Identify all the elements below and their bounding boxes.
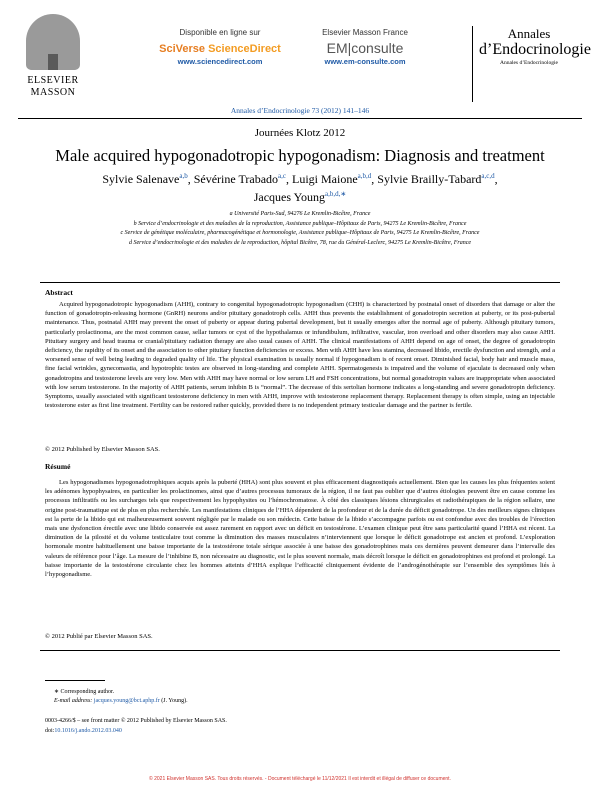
- author: , Sévérine Trabado: [187, 172, 279, 186]
- authors-line-2: [0, 190, 600, 205]
- email-suffix: (J. Young).: [159, 698, 188, 704]
- journal-logo: [472, 26, 591, 102]
- header-divider: [18, 118, 582, 119]
- journal-logo-line1: Annales: [507, 26, 551, 41]
- resume-heading: Résumé: [45, 462, 71, 471]
- emconsulte-block: [300, 28, 430, 66]
- email-link[interactable]: jacques.young@bct.aphp.fr: [93, 698, 160, 704]
- sd-url-link[interactable]: www.sciencedirect.com: [177, 57, 263, 66]
- journal-logo-line2: d’Endocrinologie: [479, 41, 591, 58]
- author: Sylvie Salenave: [102, 172, 180, 186]
- abstract-divider: [40, 282, 560, 283]
- email-note: [54, 698, 188, 704]
- footnote-rule: [45, 680, 105, 681]
- journal-logo-line3: Annales d’Endocrinologie: [500, 60, 558, 66]
- affiliation-a: a Université Paris-Sud, 94276 Le Kremlin-Bicêtre, France: [229, 211, 371, 217]
- author: Jacques Young: [253, 190, 326, 204]
- affiliation-d: d Service d’endocrinologie et des maladies de la reproduction, hôpital Bicêtre, 78, rue du Général-Leclerc, 94275 Le Kremlin-Bicêtre, France: [128, 239, 472, 246]
- resume-text: Les hypogonadismes hypogonadotrophiques acquis après la puberté (HHA) sont plus souvent et plus efficacement diagnostiqués actuellement. Bien que les causes les plus fréquentes soient les adénomes hypophysaires, en particulier les prolactinomes, ainsi que d’autres processus tumoraux de la région, il ne faut pas oublier que d’autres étiologies peuvent être en cause comme les processus infiltratifs ou les surcharges tels que respectivement les hypophysites ou l’hémochromatose. À côté des classiques lésions chirurgicales et radiothérapiques de la région sellaire, une origine post-traumatique est de plus en plus recherchée. Les manifestations cliniques de l’HHA dépendent de la profondeur et de la durée du déficit gonadotrope. Un des meilleurs signes cliniques est la perte de la libido qui est malheureusement souvent négligée par le malade ou son médecin. Cette baisse de la libido s’accompagne parfois ou est confondue avec des troubles de l’érection mais une dysfonction érectile avec une libido conservée est assez rarement en rapport avec un déficit en testostérone. L’examen clinique peut être sans particularité quand l’HHA est récent. La diminution de la pilosité et du volume testiculaire tout comme la diminution des masses musculaires n’interviennent que lorsque le déficit gonadotrope est ancien et profond. L’exploration hormonale montre habituellement une baisse importante de la testostérone totale sérique associée à une baisse des gonadotrophines mais ces dernières peuvent demeurer dans l’intervalle des valeurs de référence pour l’âge. La mesure de l’inhibine B, non nécessaire au diagnostic, est le plus souvent normale, mais décroît lorsque le déficit en gonadotrophines est profond et prolongé. La baisse importante de la testostérone circulante chez les hommes atteints d’HHA explique l’efficacité cliniquement évidente de l’androgénothérapie sur l’ensemble des symptômes liés à l’hypogonadisme.: [45, 479, 555, 579]
- sd-available-label: Disponible en ligne sur: [179, 28, 261, 37]
- abstract-text: Acquired hypogonadotropic hypogonadism (AHH), contrary to congenital hypogonadotropic hypogonadism (CHH) is characterized by postnatal onset of disorders that damage or alter the function of gonadotropin-releasing hormone (GnRH) neurons and/or pituitary gonadotroph cells. AHH thus prevents the establishment of gonadotropin secretion at puberty, or its post-pubertal maintenance. Thus, postnatal AHH may prevent the onset of puberty or appear during pubertal development, but it usually emerges after the normal age of puberty. Although pituitary tumors, particularly prolactinoma, are the most common cause, sellar tumors or cyst of the hypothalamus or infundibulum, infiltrative, vascular, iron overload and other disorders may also cause AHH. Pituitary surgery and head trauma or cranial/pituitary radiation therapy are also usual causes of AHH. The clinical manifestations of AHH depend on age of onset, the degree of gonadotropin deficiency, the rapidity of its onset and the association to other pituitary function deficiencies or excess. Men with AHH have less stamina, decreased libido, erectile dysfunction and strength, and a worsened sense of well being leading to degraded quality of life. The physical examination is usually normal if hypogonadism is of recent onset. Diminished facial, body hair and muscle mass, fine facial wrinkles, gynecomastia, and hypotrophic testes are observed in long-standing and complete AHH. Spermatogenesis is impaired and the volume of ejaculate is decreased only when gonadotropins and testosterone levels are very low. Men with AHH may have normal or low serum LH and FSH concentrations, but normal gonadotropin values are inappropriate when associated with low serum testosterone. In the majority of AHH patients, serum inhibin B is “normal”. The decrease of this sertolian hormone indicates a long-standing and severe gonadotropin deficiency. Symptoms, usually associated with significant testosterone deficiency in men with AHH, improve with testosterone replacement therapy. Replacement therapy is often simple, using an injectable testosterone ester as first line treatment. Fertility can be restored rather quickly, provided there is no independent primary testicular damage and the partner is fertile.: [45, 301, 555, 410]
- author-affiliation-sup[interactable]: a,b,d,∗: [325, 190, 347, 198]
- authors-line-1: [0, 172, 600, 187]
- footer-divider: [40, 650, 560, 651]
- author-separator: ,: [494, 172, 498, 186]
- em-name: EM|consulte: [326, 40, 404, 56]
- author-affiliation-sup[interactable]: a,c: [278, 172, 286, 180]
- em-url-link[interactable]: www.em-consulte.com: [324, 57, 406, 66]
- affiliation-c: c Service de génétique moléculaire, pharmacogénétique et hormonologie, Assistance publique–Hôpitaux de Paris, 94275 Le Kremlin-Bicêtre, France: [120, 230, 480, 236]
- publisher-name: ELSEVIER: [27, 75, 79, 86]
- front-matter-note: 0003-4266/$ – see front matter © 2012 Published by Elsevier Masson SAS.: [45, 718, 227, 724]
- abstract-copyright: © 2012 Published by Elsevier Masson SAS.: [45, 446, 160, 453]
- article-title: Male acquired hypogonadotropic hypogonadism: Diagnosis and treatment: [55, 146, 545, 165]
- publisher-name-2: MASSON: [30, 87, 76, 98]
- conference-name: Journées Klotz 2012: [254, 127, 346, 139]
- affiliations: [40, 210, 560, 248]
- author-affiliation-sup[interactable]: a,c,d: [481, 172, 495, 180]
- doi-line: [45, 728, 122, 734]
- resume-copyright: © 2012 Publié par Elsevier Masson SAS.: [45, 633, 153, 640]
- doi-label: doi:: [45, 728, 55, 734]
- corresponding-author-note: ∗ Corresponding author.: [54, 689, 115, 695]
- email-label: E-mail address:: [54, 698, 94, 704]
- elsevier-logo: [18, 14, 88, 100]
- affiliation-b: b Service d’endocrinologie et des maladies de la reproduction, Assistance publique–Hôpitaux de Paris, 94275 Le Kremlin-Bicêtre, France: [133, 220, 467, 227]
- sciencedirect-block: [150, 28, 290, 66]
- elsevier-tree-icon: [26, 14, 80, 70]
- download-watermark: © 2021 Elsevier Masson SAS. Tous droits réservés. - Document téléchargé le 11/12/2021 Il est interdit et illégal de diffuser ce document.: [149, 776, 451, 782]
- doi-link[interactable]: 10.1016/j.ando.2012.03.040: [54, 728, 122, 734]
- author-affiliation-sup[interactable]: a,b: [179, 172, 188, 180]
- abstract-heading: Abstract: [45, 288, 73, 297]
- author: , Sylvie Brailly-Tabard: [371, 172, 482, 186]
- sd-name: SciVerse ScienceDirect: [159, 43, 281, 55]
- author: , Luigi Maione: [286, 172, 358, 186]
- journal-reference-link[interactable]: Annales d’Endocrinologie 73 (2012) 141–146: [230, 106, 370, 115]
- author-affiliation-sup[interactable]: a,b,d: [357, 172, 372, 180]
- em-top-label: Elsevier Masson France: [322, 28, 408, 37]
